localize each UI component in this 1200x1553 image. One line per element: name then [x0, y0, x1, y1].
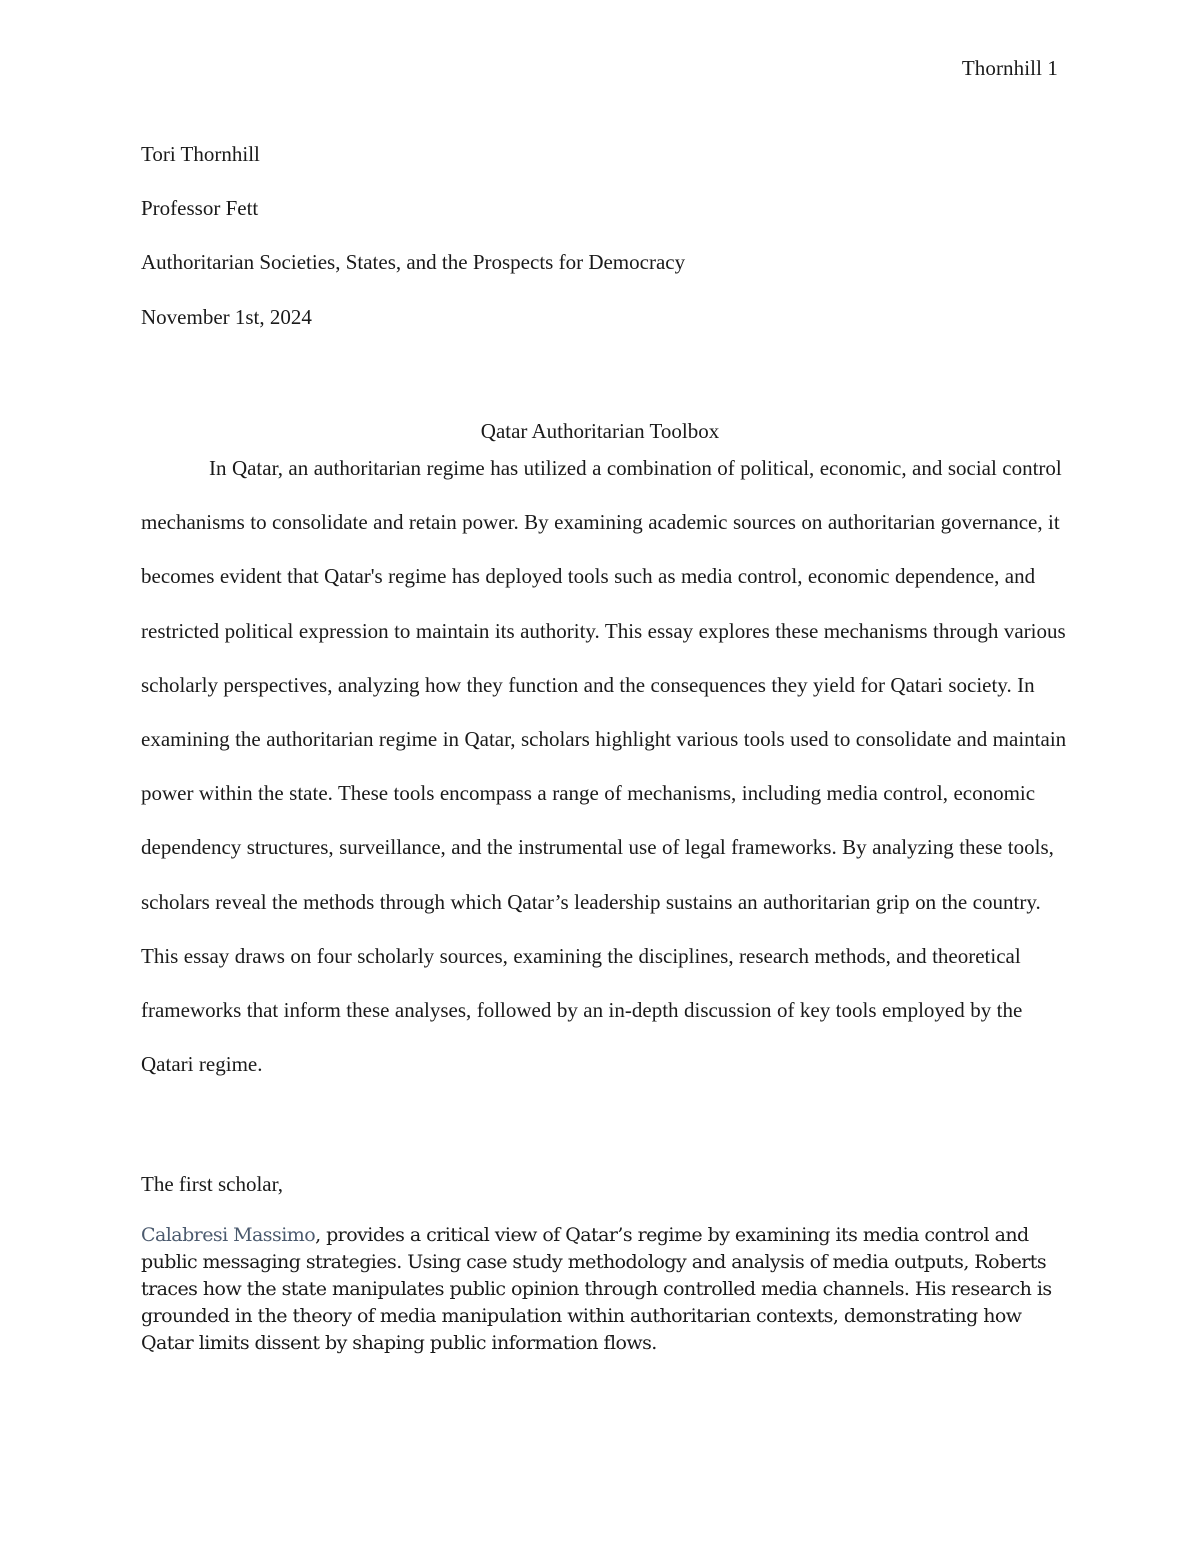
scholar-name: Calabresi Massimo [141, 1224, 316, 1246]
intro-paragraph: In Qatar, an authoritarian regime has utilized a combination of political, economic, and social control mechanisms to consolidate and retain power. By examining academic sources on authoritarian governance, it becomes evident that Qatar's regime has deployed tools such as media control, economic dependence, and restricted political expression to maintain its authority. This essay explores these mechanisms through various scholarly perspectives, analyzing how they function and the consequences they yield for Qatari society. In examining the authoritarian regime in Qatar, scholars highlight various tools used to consolidate and maintain power within the state. These tools encompass a range of mechanisms, including media control, economic dependency structures, surveillance, and the instrumental use of legal frameworks. By analyzing these tools, scholars reveal the methods through which Qatar’s leadership sustains an authoritarian grip on the country. This essay draws on four scholarly sources, examining the disciplines, research methods, and theoretical frameworks that inform these analyses, followed by an in-depth discussion of key tools employed by the Qatari regime. [141, 456, 1067, 1077]
professor-name: Professor Fett [141, 196, 259, 220]
author-name: Tori Thornhill [141, 142, 260, 166]
course-title: Authoritarian Societies, States, and the Prospects for Democracy [141, 250, 686, 274]
essay-title: Qatar Authoritarian Toolbox [480, 419, 720, 443]
first-scholar-intro: The first scholar, [141, 1172, 284, 1196]
date-line: November 1st, 2024 [141, 305, 312, 329]
scholar-paragraph [141, 1222, 1071, 1357]
running-head: Thornhill 1 [961, 56, 1058, 80]
scholar-paragraph-text: , provides a critical view of Qatar’s regime by examining its media control and public messaging strategies. Using case study methodology and analysis of media outputs, Roberts traces how the state manipulates public opinion through controlled media channels. His research is grounded in the theory of media manipulation within authoritarian contexts, demonstrating how Qatar limits dissent by shaping public information flows. [141, 1224, 1052, 1354]
